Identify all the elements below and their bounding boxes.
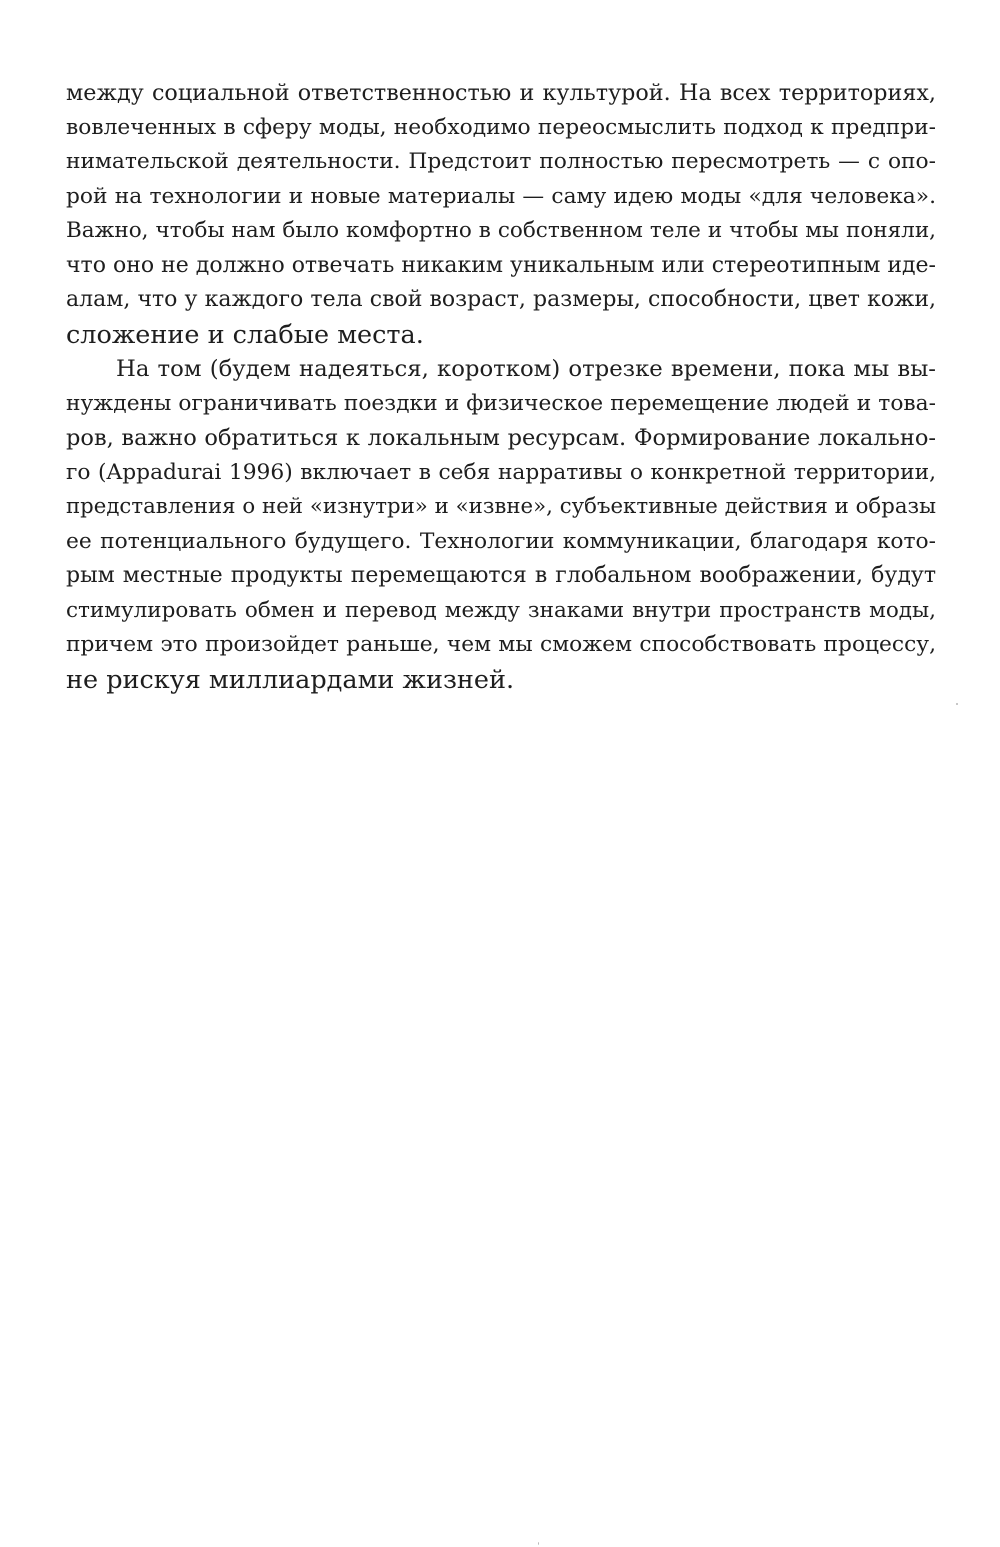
body-text [66,76,936,697]
scan-speck [956,703,958,705]
text-line: что оно не должно отвечать никаким уникальным или стереотипным иде- [66,252,936,278]
text-line: рым местные продукты перемещаются в глобальном воображении, будут [66,563,936,588]
text-line: нимательской деятельности. Предстоит полностью пересмотреть — с опо- [66,149,936,174]
text-line: стимулировать обмен и перевод между знаками внутри пространств моды, [66,597,936,623]
text-line: На том (будем надеяться, коротком) отрезке времени, пока мы вы- [116,356,936,382]
text-line: вовлеченных в сферу моды, необходимо переосмыслить подход к предпри- [66,114,936,140]
scan-speck [538,1542,539,1545]
text-line: ее потенциального будущего. Технологии коммуникации, благодаря кото- [66,528,936,554]
text-line: не рискуя миллиардами жизней. [66,664,515,695]
text-line: рой на технологии и новые материалы — саму идею моды «для человека». [66,183,936,209]
text-line: Важно, чтобы нам было комфортно в собственном теле и чтобы мы поняли, [66,218,936,243]
text-line: нуждены ограничивать поездки и физическое перемещение людей и това- [66,390,936,416]
text-line: причем это произойдет раньше, чем мы сможем способствовать процессу, [66,632,936,657]
text-line: представления о ней «изнутри» и «извне», субъективные действия и образы [66,494,936,519]
paragraph-1 [66,76,936,352]
text-line: го (Appadurai 1996) включает в себя нарративы о конкретной территории, [66,459,936,485]
text-line: между социальной ответственностью и культурой. На всех территориях, [66,80,936,106]
text-line: сложение и слабые места. [66,319,424,350]
text-line: алам, что у каждого тела свой возраст, размеры, способности, цвет кожи, [66,287,936,312]
text-line: ров, важно обратиться к локальным ресурсам. Формирование локально- [66,425,936,451]
paragraph-2 [66,352,936,697]
